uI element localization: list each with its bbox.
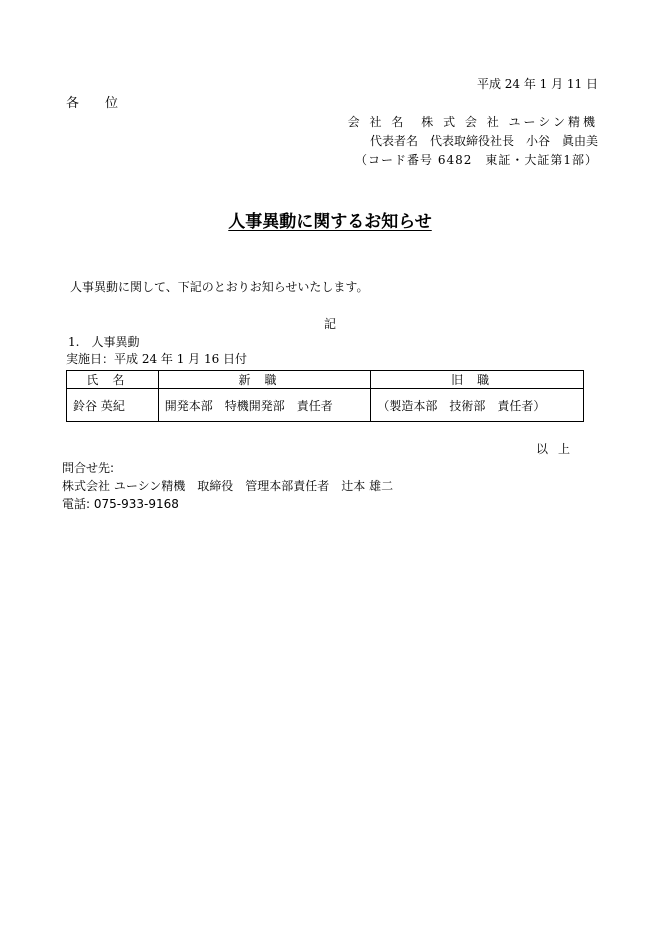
cell-name: 鈴谷 英紀: [67, 389, 159, 422]
contact-phone: 電話: 075-933-9168: [62, 497, 179, 511]
contact-label: 問合せ先:: [62, 461, 115, 475]
closing-text: 以上: [535, 442, 580, 456]
company-name-line: 会 社 名 株 式 会 社 ユーシン精機: [347, 115, 598, 129]
document-date: 平成 24 年 1 月 11 日: [476, 77, 598, 91]
stock-code-line: （コード番号 6482 東証・大証第1部）: [355, 153, 598, 167]
table-row: [67, 389, 584, 422]
addressee: [66, 97, 118, 110]
document-title: 人事異動に関するお知らせ: [228, 212, 432, 232]
header-old-position: 旧職: [371, 371, 584, 389]
addressee-part-1: 各: [66, 96, 80, 111]
personnel-table: [66, 370, 584, 422]
table-header-row: [67, 371, 584, 389]
section-heading: 1. 人事異動: [68, 335, 140, 349]
addressee-part-2: 位: [105, 96, 119, 111]
effective-date: 実施日：平成 24 年 1 月 16 日付: [66, 352, 248, 366]
representative-line: 代表者名 代表取締役社長 小谷 眞由美: [369, 134, 598, 148]
intro-text: 人事異動に関して、下記のとおりお知らせいたします。: [70, 280, 369, 294]
cell-old-position: （製造本部 技術部 責任者）: [371, 389, 584, 422]
ki-marker: 記: [324, 317, 337, 331]
header-new-position: 新職: [158, 371, 371, 389]
cell-new-position: 開発本部 特機開発部 責任者: [158, 389, 371, 422]
contact-person: 株式会社 ユーシン精機 取締役 管理本部責任者 辻本 雄二: [62, 479, 394, 493]
header-name: 氏名: [67, 371, 159, 389]
